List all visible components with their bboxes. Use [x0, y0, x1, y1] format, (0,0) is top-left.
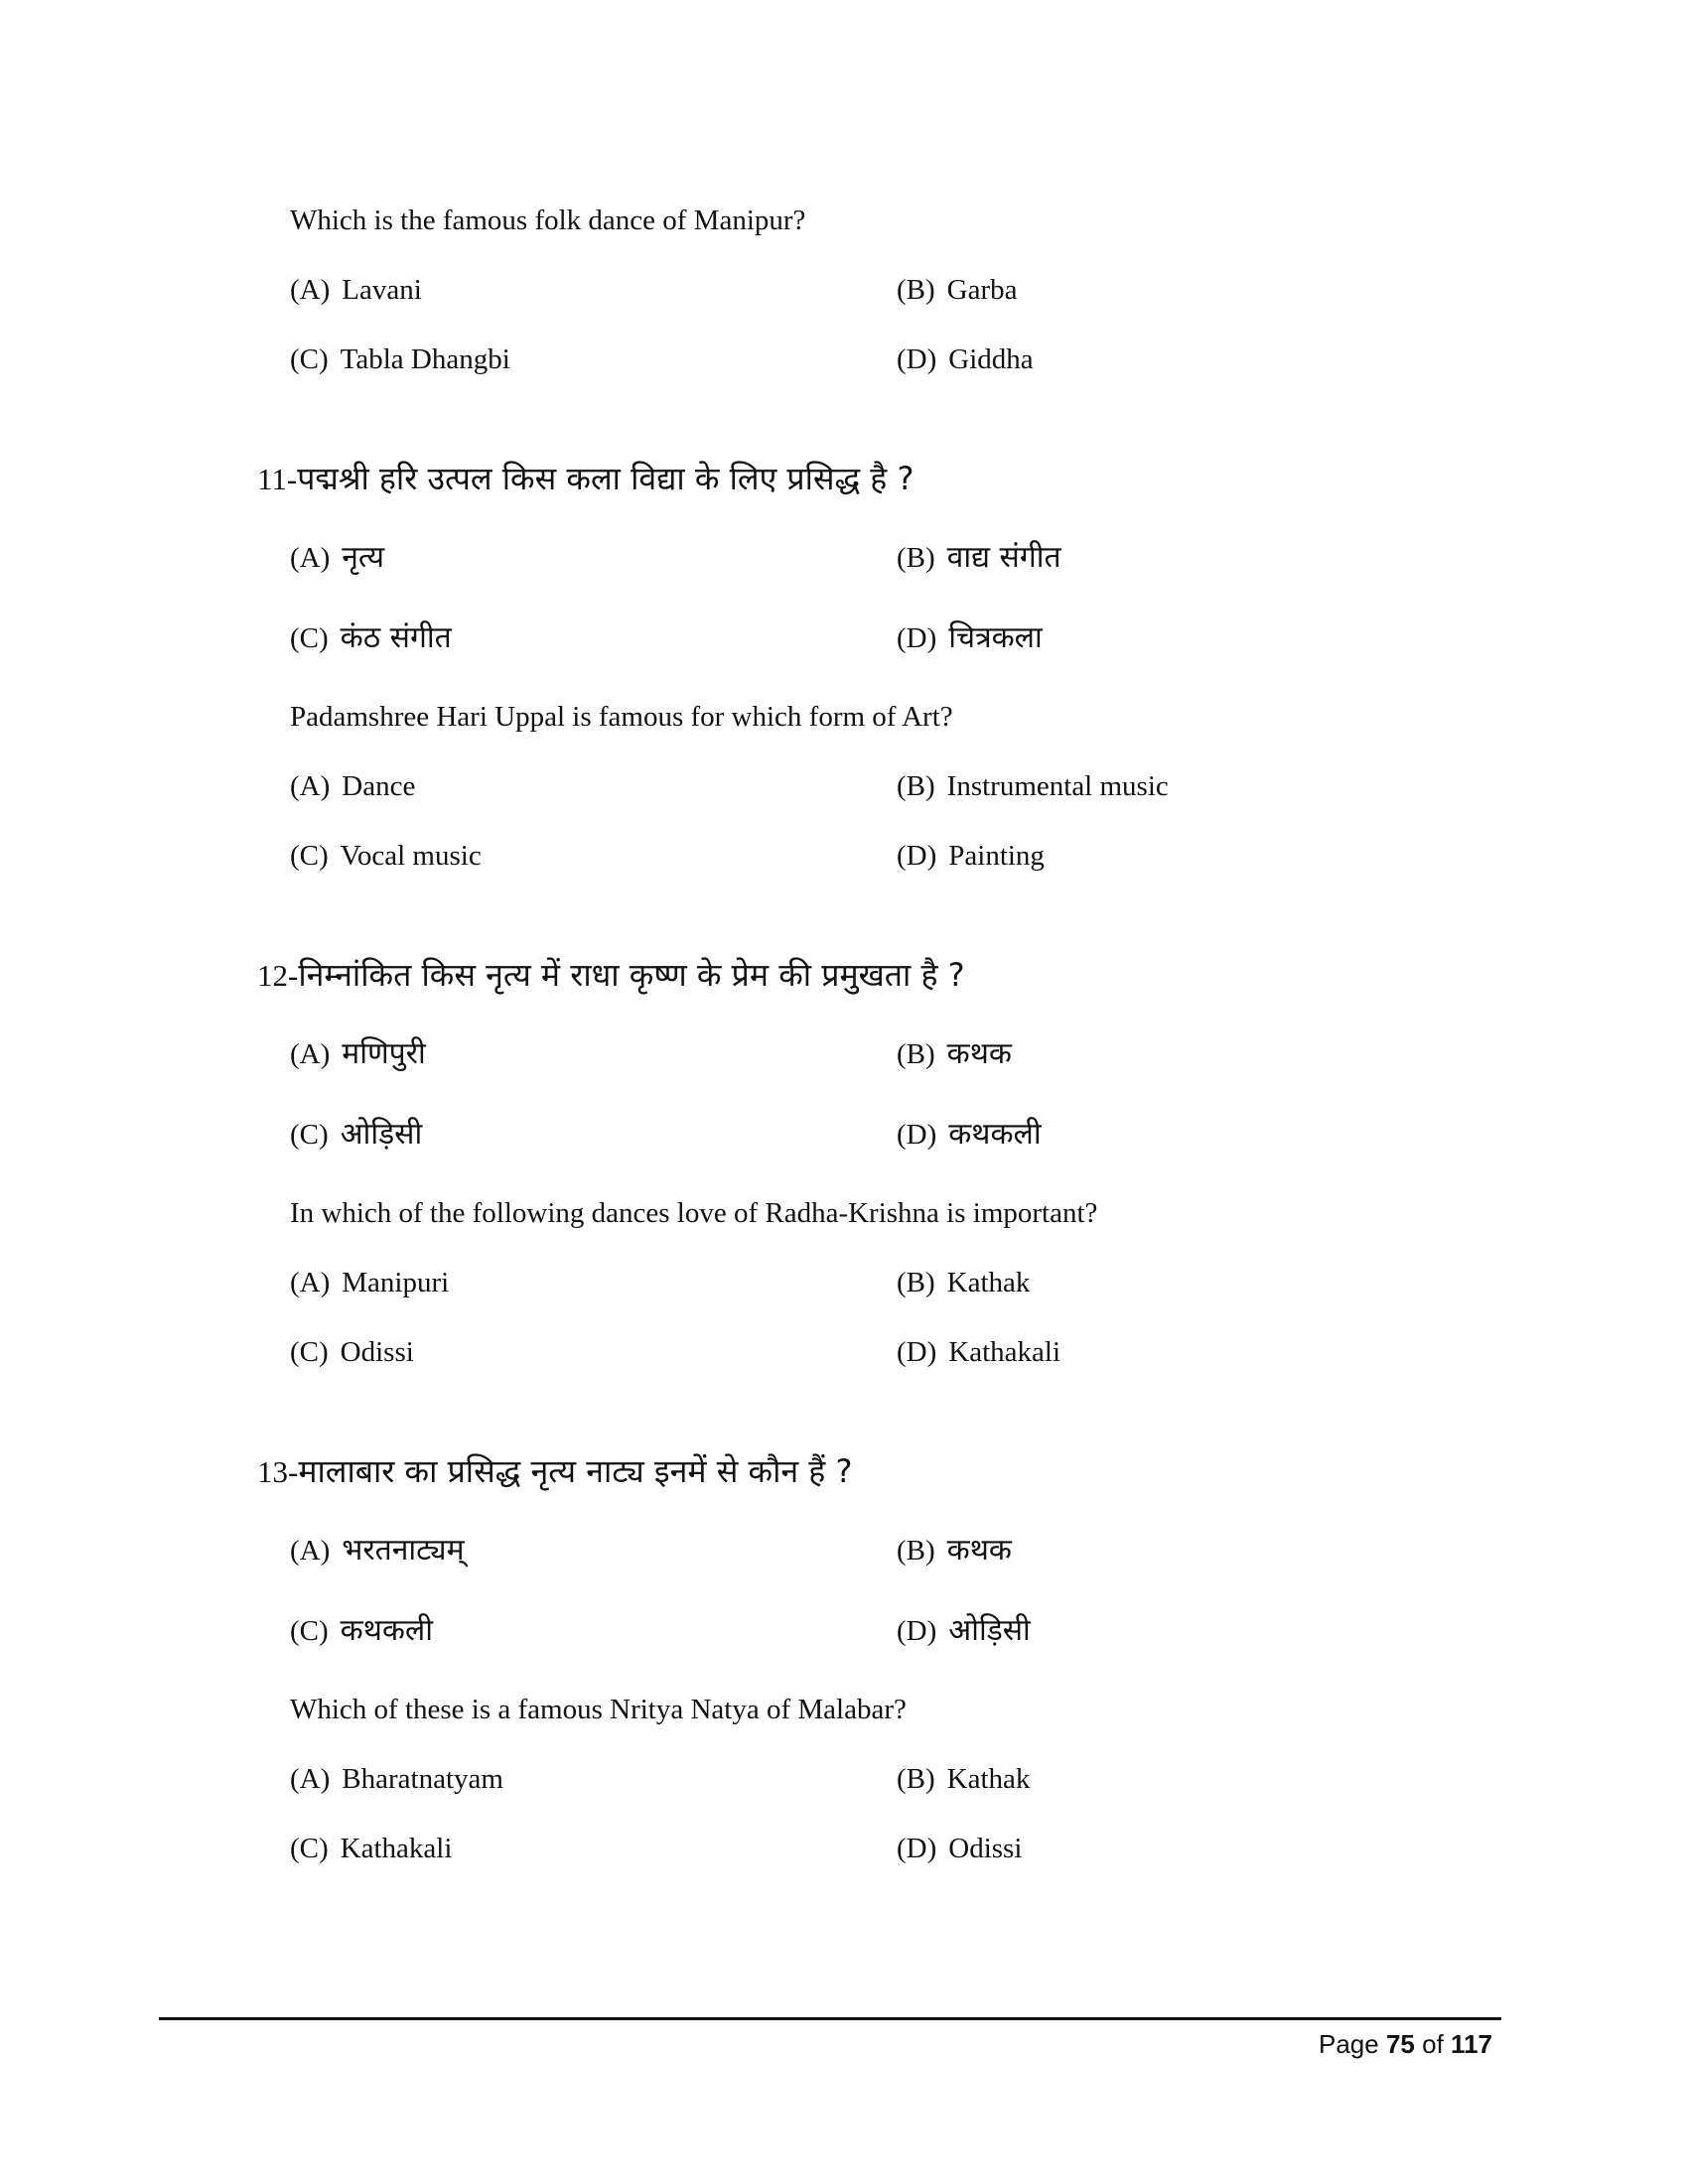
q10-english-text: Which is the famous folk dance of Manipur? — [290, 205, 806, 236]
q10-en-option-a: (A) Lavani — [290, 274, 422, 306]
q12-hi-option-b: (B) कथक — [897, 1036, 1012, 1071]
q11-hindi-question: 11-पद्मश्री हरि उत्पल किस कला विद्या के लिए प्रसिद्ध है ? — [257, 460, 914, 497]
page-number-footer — [1319, 2027, 1492, 2061]
q11-hi-option-b: (B) वाद्य संगीत — [897, 540, 1061, 575]
q11-en-option-a: (A) Dance — [290, 770, 416, 802]
q10-en-option-d: (D) Giddha — [897, 343, 1034, 375]
q12-en-option-a: (A) Manipuri — [290, 1267, 450, 1298]
footer-divider — [159, 2017, 1501, 2020]
q11-hi-option-c: (C) कंठ संगीत — [290, 620, 452, 655]
q12-en-option-d: (D) Kathakali — [897, 1336, 1060, 1368]
q13-english-text: Which of these is a famous Nritya Natya of Malabar? — [290, 1694, 907, 1725]
q12-hindi-question: 12-निम्नांकित किस नृत्य में राधा कृष्ण के प्रेम की प्रमुखता है ? — [257, 956, 965, 994]
q11-hi-option-d: (D) चित्रकला — [897, 620, 1043, 655]
q11-hi-option-a: (A) नृत्य — [290, 540, 385, 575]
q12-en-option-c: (C) Odissi — [290, 1336, 414, 1368]
q13-en-option-c: (C) Kathakali — [290, 1833, 453, 1864]
q12-hi-option-d: (D) कथकली — [897, 1117, 1042, 1152]
of-word: of — [1422, 2029, 1444, 2059]
q10-en-option-b: (B) Garba — [897, 274, 1018, 306]
q12-hi-option-c: (C) ओड़िसी — [290, 1117, 423, 1152]
q13-hi-option-b: (B) कथक — [897, 1533, 1012, 1568]
q10-en-option-c: (C) Tabla Dhangbi — [290, 343, 510, 375]
q12-en-option-b: (B) Kathak — [897, 1267, 1031, 1298]
q13-hi-option-d: (D) ओड़िसी — [897, 1613, 1031, 1648]
q13-hindi-question: 13-मालाबार का प्रसिद्ध नृत्य नाट्य इनमें से कौन हैं ? — [257, 1452, 853, 1490]
q11-en-option-b: (B) Instrumental music — [897, 770, 1169, 802]
q11-en-option-d: (D) Painting — [897, 840, 1045, 872]
q11-english-text: Padamshree Hari Uppal is famous for which form of Art? — [290, 701, 953, 733]
q13-en-option-d: (D) Odissi — [897, 1833, 1023, 1864]
q12-english-text: In which of the following dances love of Radha-Krishna is important? — [290, 1197, 1098, 1229]
current-page-number: 75 — [1385, 2029, 1415, 2059]
q12-hi-option-a: (A) मणिपुरी — [290, 1036, 426, 1071]
q13-en-option-b: (B) Kathak — [897, 1763, 1031, 1795]
q13-hi-option-a: (A) भरतनाट्यम् — [290, 1533, 465, 1568]
q13-en-option-a: (A) Bharatnatyam — [290, 1763, 503, 1795]
page-word: Page — [1319, 2029, 1379, 2059]
total-pages-number: 117 — [1451, 2029, 1492, 2059]
q13-hi-option-c: (C) कथकली — [290, 1613, 434, 1648]
q11-en-option-c: (C) Vocal music — [290, 840, 482, 872]
